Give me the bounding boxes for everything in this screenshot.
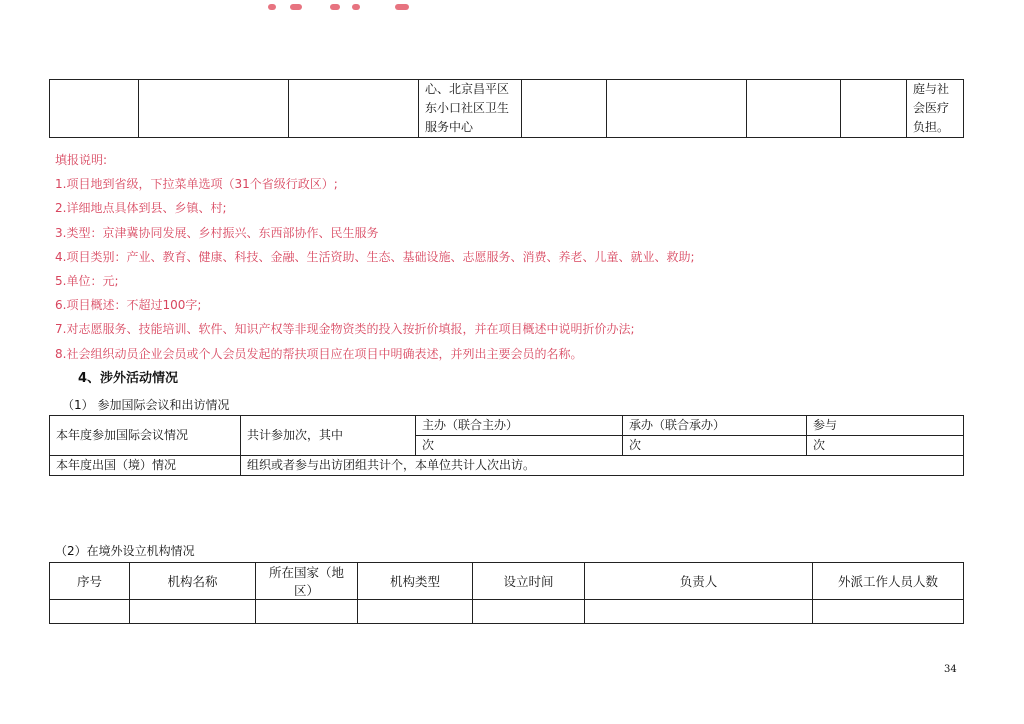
instruction-item: 6.项目概述：不超过100字; bbox=[55, 298, 202, 313]
instruction-item: 8.社会组织动员企业会员或个人会员发起的帮扶项目应在项目中明确表述，并列出主要会员的名称。 bbox=[55, 346, 583, 361]
column-header: 负责人 bbox=[585, 563, 813, 600]
scan-mark bbox=[330, 4, 340, 10]
table-cell bbox=[256, 600, 358, 624]
subsection-title: （2）在境外设立机构情况 bbox=[55, 544, 195, 558]
column-header: 机构名称 bbox=[130, 563, 256, 600]
scan-mark bbox=[395, 4, 409, 10]
table-cell bbox=[522, 80, 607, 138]
outbound-text: 组织或者参与出访团组共计个，本单位共计人次出访。 bbox=[241, 456, 964, 476]
hosted-header: 主办（联合主办） bbox=[416, 416, 623, 436]
outbound-row-label: 本年度出国（境）情况 bbox=[50, 456, 241, 476]
instruction-item: 3.类型：京津冀协同发展、乡村振兴、东西部协作、民生服务 bbox=[55, 225, 379, 240]
table-cell bbox=[130, 600, 256, 624]
scan-mark bbox=[268, 4, 276, 10]
table-cell bbox=[289, 80, 419, 138]
instruction-item: 4.项目类别：产业、教育、健康、科技、金融、生活资助、生态、基础设施、志愿服务、消费、养老、儿童、就业、救助; bbox=[55, 249, 695, 264]
participated-count: 次 bbox=[807, 436, 964, 456]
table-cell bbox=[813, 600, 964, 624]
organized-count: 次 bbox=[623, 436, 807, 456]
section-title: 4、涉外活动情况 bbox=[78, 371, 179, 386]
project-summary-cell: 庭与社会医疗负担。 bbox=[907, 80, 964, 138]
filling-instructions bbox=[55, 148, 695, 366]
scan-mark bbox=[290, 4, 302, 10]
table-cell bbox=[473, 600, 585, 624]
project-location-cell: 心、北京昌平区东小口社区卫生服务中心 bbox=[419, 80, 522, 138]
column-header: 所在国家（地区） bbox=[256, 563, 358, 600]
instruction-item: 7.对志愿服务、技能培训、软件、知识产权等非现金物资类的投入按折价填报，并在项目概述中说明折价办法; bbox=[55, 322, 635, 337]
column-header: 机构类型 bbox=[358, 563, 473, 600]
table-cell bbox=[139, 80, 289, 138]
table-cell bbox=[50, 80, 139, 138]
conference-row-label: 本年度参加国际会议情况 bbox=[50, 416, 241, 456]
instruction-item: 5.单位：元; bbox=[55, 273, 119, 288]
table-cell bbox=[358, 600, 473, 624]
overseas-organization-table bbox=[49, 562, 964, 624]
instructions-heading: 填报说明: bbox=[55, 153, 108, 167]
column-header: 外派工作人员人数 bbox=[813, 563, 964, 600]
hosted-count: 次 bbox=[416, 436, 623, 456]
table-cell bbox=[607, 80, 747, 138]
conference-total: 共计参加次，其中 bbox=[241, 416, 416, 456]
participated-header: 参与 bbox=[807, 416, 964, 436]
column-header: 设立时间 bbox=[473, 563, 585, 600]
instruction-item: 1.项目地到省级，下拉菜单选项（31个省级行政区）; bbox=[55, 177, 338, 192]
project-table-continuation bbox=[49, 79, 964, 138]
subsection-title: （1） 参加国际会议和出访情况 bbox=[62, 398, 230, 412]
scan-mark bbox=[352, 4, 360, 10]
table-cell bbox=[747, 80, 841, 138]
column-header: 序号 bbox=[50, 563, 130, 600]
international-conference-table bbox=[49, 415, 964, 476]
table-cell bbox=[50, 600, 130, 624]
table-cell bbox=[585, 600, 813, 624]
page-number: 34 bbox=[944, 664, 957, 675]
instruction-item: 2.详细地点具体到县、乡镇、村; bbox=[55, 201, 227, 216]
organized-header: 承办（联合承办） bbox=[623, 416, 807, 436]
table-cell bbox=[841, 80, 907, 138]
